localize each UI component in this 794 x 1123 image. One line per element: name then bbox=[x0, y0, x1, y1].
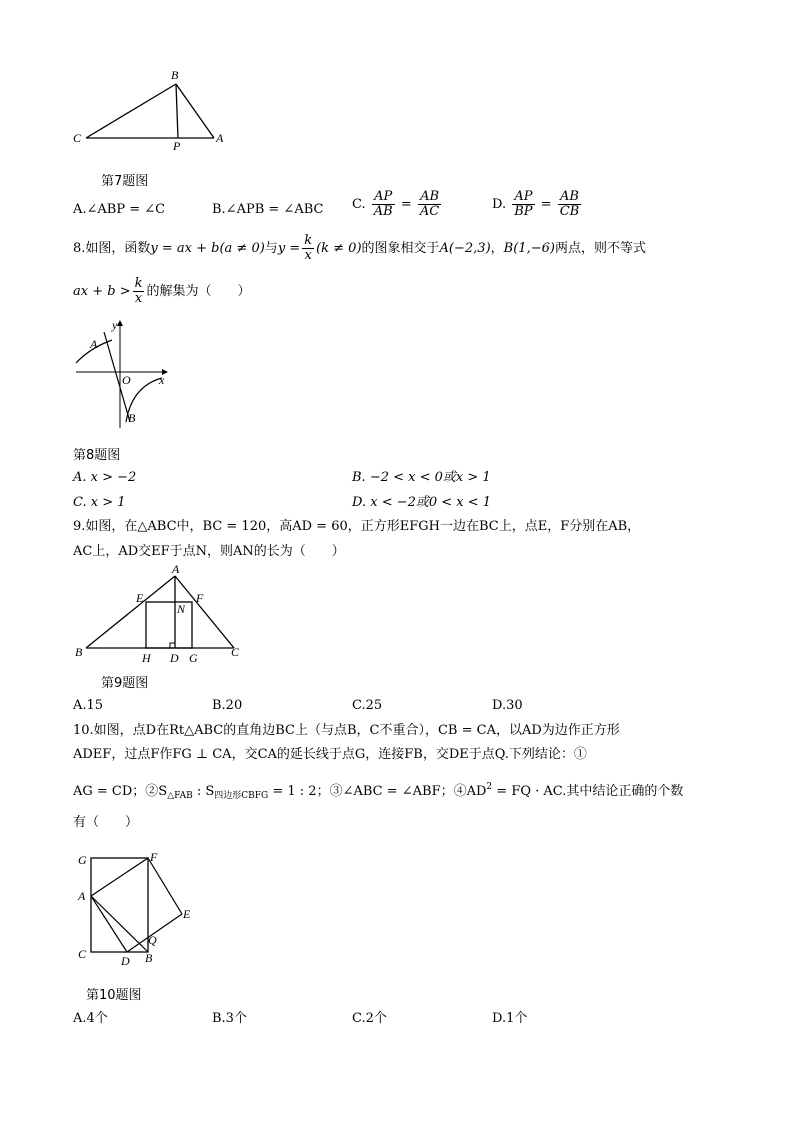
q10-line3-c: = 1 : 2；③∠ABC = ∠ABF；④AD bbox=[268, 784, 487, 799]
q9-stem-line1: 9.如图，在△ABC中，BC = 120，高AD = 60，正方形EFGH一边在BC上，点E，F分别在AB， bbox=[73, 519, 641, 534]
q7-d-den1: BP bbox=[514, 204, 533, 219]
q9-option-d[interactable]: D.30 bbox=[492, 698, 523, 713]
q7-label-a: A bbox=[216, 131, 224, 145]
q9-option-c[interactable]: C.25 bbox=[352, 698, 383, 713]
q7-option-a[interactable]: A.∠ABP = ∠C bbox=[73, 202, 166, 217]
q10-figure bbox=[72, 848, 202, 972]
q7-label-c: C bbox=[73, 131, 82, 145]
q7-d-den2: CB bbox=[559, 204, 580, 219]
q7-option-b[interactable]: B.∠APB = ∠ABC bbox=[212, 202, 324, 217]
q7-d-eq: = bbox=[540, 197, 552, 212]
q10-line3-d: = FQ · AC.其中结论正确的个数 bbox=[492, 784, 684, 799]
q8-caption: 第8题图 bbox=[73, 448, 121, 463]
q10-label-d: D bbox=[121, 954, 130, 968]
q7-caption: 第7题图 bbox=[101, 174, 149, 189]
q10-option-d[interactable]: D.1个 bbox=[492, 1011, 528, 1026]
q10-line3-a: AG = CD；②S bbox=[73, 784, 168, 799]
q10-stem-line2: ADEF，过点F作FG ⊥ CA，交CA的延长线于点G，连接FB，交DE于点Q.下列结论：① bbox=[73, 747, 587, 762]
q9-label-d: D bbox=[170, 651, 179, 665]
q8-label-x: x bbox=[159, 373, 165, 387]
q10-side-fe bbox=[148, 858, 182, 914]
q10-line3-b: : S bbox=[192, 784, 215, 799]
q8-func2-pre: y = bbox=[277, 241, 301, 256]
q9-option-b[interactable]: B.20 bbox=[212, 698, 243, 713]
q8-func2-num: k bbox=[304, 233, 313, 248]
q7-label-p: P bbox=[173, 139, 181, 153]
q8-stem-line2 bbox=[73, 277, 251, 306]
q8-option-a[interactable]: A. x > −2 bbox=[73, 470, 137, 485]
q9-square-efgh bbox=[146, 602, 192, 648]
q10-line3-sup: 2 bbox=[486, 782, 493, 792]
q10-side-af bbox=[91, 858, 148, 896]
q8-stem-line1 bbox=[73, 234, 646, 263]
q9-side-ab bbox=[86, 576, 175, 648]
q7-figure bbox=[66, 66, 236, 158]
q10-label-c: C bbox=[78, 947, 87, 961]
q8-label-y: y bbox=[112, 318, 118, 332]
q10-stem-line3 bbox=[73, 778, 683, 805]
q8-comma: ， bbox=[490, 241, 504, 256]
q9-label-f: F bbox=[196, 591, 204, 605]
q8-stem-line2-end: 的解集为（ ） bbox=[146, 284, 251, 299]
q7-option-d-prefix: D. bbox=[492, 197, 507, 212]
q7-option-d[interactable] bbox=[492, 190, 583, 219]
q10-stem-line4: 有（ ） bbox=[73, 815, 139, 830]
q9-caption: 第9题图 bbox=[101, 676, 149, 691]
q8-func1: y = ax + b(a ≠ 0) bbox=[150, 241, 265, 256]
q8-option-d[interactable]: D. x < −2或0 < x < 1 bbox=[352, 495, 492, 510]
q10-label-e: E bbox=[183, 907, 191, 921]
q10-label-b: B bbox=[145, 951, 153, 965]
q10-label-f: F bbox=[150, 850, 158, 864]
q7-d-num1: AP bbox=[512, 190, 534, 205]
q8-label-a: A bbox=[90, 337, 98, 351]
q7-option-c[interactable] bbox=[352, 190, 443, 219]
q9-label-g: G bbox=[189, 651, 198, 665]
q8-figure bbox=[70, 318, 180, 430]
q7-c-num2: AB bbox=[418, 190, 441, 205]
q10-option-a[interactable]: A.4个 bbox=[73, 1011, 108, 1026]
q7-segment-bp bbox=[176, 84, 178, 138]
q7-d-num2: AB bbox=[558, 190, 582, 205]
q7-c-den1: AB bbox=[373, 204, 393, 219]
q9-label-h: H bbox=[142, 651, 151, 665]
q8-label-b: B bbox=[128, 411, 136, 425]
q7-c-den2: AC bbox=[419, 204, 440, 219]
q7-c-num1: AP bbox=[372, 190, 395, 205]
q8-stem-pre: 8.如图，函数 bbox=[73, 241, 151, 256]
q7-c-eq: = bbox=[400, 197, 412, 212]
q8-y-arrow bbox=[117, 320, 123, 326]
q10-label-a: A bbox=[78, 889, 86, 903]
q8-ineq-num: k bbox=[134, 276, 143, 291]
q9-stem-line2: AC上，AD交EF于点N，则AN的长为（ ） bbox=[73, 544, 345, 559]
q8-func2-den: x bbox=[304, 248, 312, 263]
q10-option-b[interactable]: B.3个 bbox=[212, 1011, 247, 1026]
q10-side-ad bbox=[91, 896, 127, 952]
q7-label-b: B bbox=[171, 68, 179, 82]
q7-option-c-prefix: C. bbox=[352, 197, 366, 212]
q10-option-c[interactable]: C.2个 bbox=[352, 1011, 387, 1026]
q9-figure bbox=[72, 562, 252, 666]
q8-option-c[interactable]: C. x > 1 bbox=[73, 495, 126, 510]
q8-label-o: O bbox=[122, 373, 131, 387]
q9-label-n: N bbox=[177, 602, 186, 616]
q8-ineq-pre: ax + b > bbox=[73, 284, 131, 299]
q9-label-e: E bbox=[136, 591, 144, 605]
q8-option-b[interactable]: B. −2 < x < 0或x > 1 bbox=[352, 470, 491, 485]
q10-line3-sub2: 四边形CBFG bbox=[214, 791, 269, 801]
q8-stem-end: 两点，则不等式 bbox=[554, 241, 646, 256]
q8-ineq-den: x bbox=[134, 291, 143, 306]
q10-stem-line1: 10.如图，点D在Rt△ABC的直角边BC上（与点B，C不重合），CB = CA，以AD为边作正方形 bbox=[73, 723, 620, 738]
q8-point-a: A(−2,3) bbox=[439, 241, 491, 256]
q10-label-g: G bbox=[78, 853, 87, 867]
q10-line3-sub1: △FAB bbox=[167, 791, 193, 801]
q8-yu: 与 bbox=[264, 241, 278, 256]
q9-option-a[interactable]: A.15 bbox=[73, 698, 104, 713]
q10-label-q: Q bbox=[148, 933, 157, 947]
q8-func2-post: (k ≠ 0) bbox=[316, 241, 362, 256]
q9-label-b: B bbox=[75, 645, 83, 659]
q7-side-cb bbox=[86, 84, 176, 138]
q7-side-ba bbox=[176, 84, 214, 138]
q9-label-a: A bbox=[172, 562, 180, 576]
q8-point-b: B(1,−6) bbox=[503, 241, 555, 256]
q9-right-angle-mark bbox=[170, 643, 175, 648]
q10-caption: 第10题图 bbox=[86, 988, 142, 1003]
q8-stem-mid: 的图象相交于 bbox=[361, 241, 440, 256]
q9-label-c: C bbox=[231, 645, 240, 659]
